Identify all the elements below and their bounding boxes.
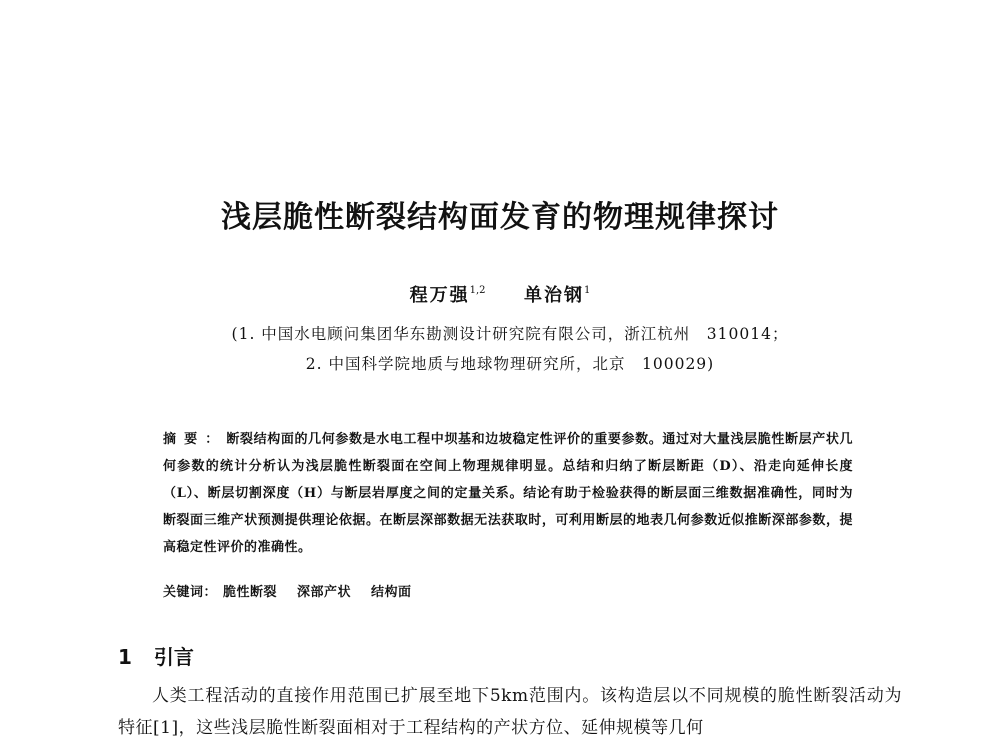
section-number: 1 (118, 645, 132, 669)
keywords-label: 关键词： (163, 585, 218, 600)
section-heading (118, 642, 194, 672)
abstract-label: 摘要： (163, 432, 227, 447)
keywords (163, 580, 853, 606)
paper-title: 浅层脆性断裂结构面发育的物理规律探讨 (221, 200, 779, 235)
section-title: 引言 (153, 645, 194, 669)
affiliation-line: (1. 中国水电顾问集团华东勘测设计研究院有限公司，浙江杭州 310014； (231, 325, 789, 343)
abstract-text: 断裂结构面的几何参数是水电工程中坝基和边坡稳定性评价的重要参数。通过对大量浅层脆性断层产状几何参数的统计分析认为浅层脆性断裂面在空间上物理规律明显。总结和归纳了断层断距（D）、沿走向延伸长度（L）、断层切割深度（H）与断层岩厚度之间的定量关系。结论有助于检验获得的断层面三维数据准确性，同时为断裂面三维产状预测提供理论依据。在断层深部数据无法获取时，可利用断层的地表几何参数近似推断深部参数，提高稳定性评价的准确性。 (163, 432, 853, 555)
body-paragraph: 人类工程活动的直接作用范围已扩展至地下5km范围内。该构造层以不同规模的脆性断裂活动为特征[1]，这些浅层脆性断裂面相对于工程结构的产状方位、延伸规模等几何 (118, 686, 902, 738)
abstract (163, 426, 853, 561)
keyword: 深部产状 (297, 585, 352, 600)
author-affil-mark: 1,2 (469, 285, 486, 296)
author-affil-mark: 1 (584, 285, 591, 296)
author-name: 程万强 (409, 285, 470, 306)
author-line (0, 278, 1000, 309)
keyword: 脆性断裂 (223, 585, 278, 600)
keyword: 结构面 (371, 585, 412, 600)
author-name: 单治钢 (524, 285, 585, 306)
affiliation-line: 2. 中国科学院地质与地球物理研究所，北京 100029) (305, 355, 715, 373)
